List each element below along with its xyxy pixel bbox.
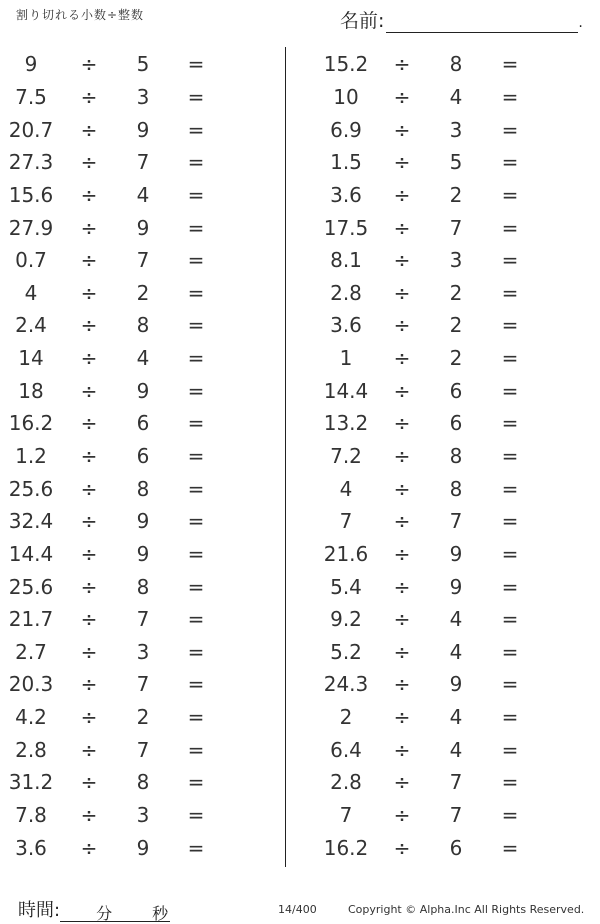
divisor: 8	[136, 476, 150, 501]
equals-sign: =	[187, 248, 205, 273]
divisor: 4	[449, 705, 463, 730]
seconds-label: 秒	[152, 904, 169, 923]
equals-sign: =	[187, 411, 205, 436]
problem-row	[0, 701, 290, 734]
dividend: 2.7	[15, 639, 47, 664]
problem-row	[305, 81, 595, 114]
divisor: 6	[449, 378, 463, 403]
dividend: 4	[24, 280, 38, 305]
dividend: 1.5	[330, 150, 362, 175]
equals-sign: =	[501, 803, 519, 828]
dividend: 24.3	[323, 672, 369, 697]
divisor: 2	[449, 280, 463, 305]
divide-sign: ÷	[393, 280, 411, 305]
problem-row	[0, 766, 290, 799]
problem-row	[305, 374, 595, 407]
equals-sign: =	[501, 52, 519, 77]
equals-sign: =	[187, 52, 205, 77]
equals-sign: =	[187, 444, 205, 468]
problem-row	[305, 309, 595, 342]
divisor: 8	[449, 52, 463, 77]
divide-sign: ÷	[393, 835, 411, 860]
name-field[interactable]	[340, 6, 583, 33]
divide-sign: ÷	[80, 150, 98, 175]
divisor: 8	[136, 313, 150, 338]
problem-row	[0, 309, 290, 342]
divide-sign: ÷	[80, 835, 98, 860]
divisor: 7	[136, 248, 150, 273]
equals-sign: =	[501, 835, 519, 860]
equals-sign: =	[187, 639, 205, 664]
dividend: 5.2	[330, 639, 362, 664]
problem-row	[305, 342, 595, 375]
problem-row	[0, 505, 290, 538]
problem-row	[305, 244, 595, 277]
problem-row	[305, 701, 595, 734]
equals-sign: =	[187, 476, 205, 501]
problems-left-column	[0, 48, 290, 864]
problem-row	[305, 668, 595, 701]
divisor: 5	[449, 150, 463, 175]
problem-row	[305, 48, 595, 81]
equals-sign: =	[187, 803, 205, 828]
equals-sign: =	[501, 313, 519, 338]
dividend: 15.6	[8, 182, 54, 207]
divide-sign: ÷	[80, 313, 98, 338]
equals-sign: =	[187, 672, 205, 697]
equals-sign: =	[187, 117, 205, 142]
problem-row	[305, 636, 595, 669]
problem-row	[0, 799, 290, 832]
divisor: 8	[449, 476, 463, 501]
divide-sign: ÷	[80, 541, 98, 566]
dividend: 14	[18, 346, 44, 371]
divide-sign: ÷	[393, 150, 411, 175]
divisor: 9	[136, 117, 150, 142]
dividend: 16.2	[8, 411, 54, 436]
divide-sign: ÷	[393, 639, 411, 664]
dividend: 9	[24, 52, 38, 77]
problem-row	[305, 799, 595, 832]
divisor: 4	[136, 346, 150, 371]
problem-row	[305, 407, 595, 440]
dividend: 4	[339, 476, 353, 501]
divisor: 7	[136, 150, 150, 175]
divisor: 7	[449, 770, 463, 795]
equals-sign: =	[187, 509, 205, 534]
problem-row	[0, 407, 290, 440]
divisor: 8	[136, 770, 150, 795]
problem-row	[305, 766, 595, 799]
dividend: 16.2	[323, 835, 369, 860]
dividend: 1	[339, 346, 353, 371]
divide-sign: ÷	[393, 248, 411, 273]
dividend: 3.6	[15, 835, 47, 860]
equals-sign: =	[187, 280, 205, 305]
equals-sign: =	[187, 182, 205, 207]
divide-sign: ÷	[80, 84, 98, 109]
equals-sign: =	[501, 541, 519, 566]
divide-sign: ÷	[80, 411, 98, 436]
equals-sign: =	[501, 476, 519, 501]
divide-sign: ÷	[80, 182, 98, 207]
problem-row	[305, 603, 595, 636]
copyright-text: Copyright © Alpha.Inc All Rights Reserved.	[348, 903, 585, 916]
divide-sign: ÷	[393, 803, 411, 828]
equals-sign: =	[501, 509, 519, 534]
equals-sign: =	[501, 705, 519, 730]
dividend: 32.4	[8, 509, 54, 534]
divide-sign: ÷	[393, 541, 411, 566]
problem-row	[0, 570, 290, 603]
divisor: 9	[449, 541, 463, 566]
problem-row	[305, 179, 595, 212]
divisor: 3	[136, 84, 150, 109]
worksheet-title: 割り切れる小数÷整数	[16, 8, 145, 22]
name-label: 名前:	[340, 10, 385, 32]
problem-row	[305, 146, 595, 179]
dividend: 9.2	[330, 607, 362, 632]
divide-sign: ÷	[80, 607, 98, 632]
problem-row	[305, 733, 595, 766]
divisor: 9	[136, 835, 150, 860]
minutes-label: 分	[96, 904, 113, 923]
divide-sign: ÷	[80, 280, 98, 305]
divisor: 7	[449, 215, 463, 240]
divisor: 4	[136, 182, 150, 207]
dividend: 13.2	[323, 411, 369, 436]
dividend: 7.5	[15, 84, 47, 109]
divisor: 9	[136, 378, 150, 403]
divide-sign: ÷	[80, 378, 98, 403]
name-blank-line[interactable]	[386, 14, 578, 33]
equals-sign: =	[187, 835, 205, 860]
equals-sign: =	[501, 280, 519, 305]
dividend: 21.6	[323, 541, 369, 566]
divisor: 8	[136, 574, 150, 599]
dividend: 2.8	[15, 737, 47, 762]
dividend: 2.8	[330, 280, 362, 305]
equals-sign: =	[187, 770, 205, 795]
divisor: 2	[449, 182, 463, 207]
divisor: 4	[449, 639, 463, 664]
divide-sign: ÷	[393, 705, 411, 730]
equals-sign: =	[501, 411, 519, 436]
divide-sign: ÷	[80, 574, 98, 599]
equals-sign: =	[501, 215, 519, 240]
divide-sign: ÷	[80, 509, 98, 534]
divisor: 6	[136, 444, 150, 468]
problem-row	[305, 472, 595, 505]
equals-sign: =	[501, 346, 519, 371]
divide-sign: ÷	[393, 444, 411, 468]
problem-row	[0, 472, 290, 505]
divisor: 3	[449, 117, 463, 142]
divisor: 3	[136, 803, 150, 828]
divide-sign: ÷	[393, 574, 411, 599]
equals-sign: =	[501, 150, 519, 175]
equals-sign: =	[187, 313, 205, 338]
divide-sign: ÷	[80, 52, 98, 77]
divide-sign: ÷	[393, 84, 411, 109]
divisor: 4	[449, 84, 463, 109]
equals-sign: =	[501, 770, 519, 795]
divide-sign: ÷	[80, 737, 98, 762]
problem-row	[305, 440, 595, 473]
name-end-dot: .	[578, 15, 583, 31]
problem-row	[305, 211, 595, 244]
equals-sign: =	[501, 182, 519, 207]
divide-sign: ÷	[393, 509, 411, 534]
problem-row	[0, 668, 290, 701]
problem-row	[0, 538, 290, 571]
equals-sign: =	[187, 378, 205, 403]
dividend: 18	[18, 378, 44, 403]
dividend: 31.2	[8, 770, 54, 795]
problem-row	[0, 342, 290, 375]
dividend: 6.4	[330, 737, 362, 762]
dividend: 3.6	[330, 313, 362, 338]
problem-row	[305, 538, 595, 571]
problem-row	[0, 244, 290, 277]
divisor: 4	[449, 737, 463, 762]
problem-row	[0, 48, 290, 81]
divide-sign: ÷	[80, 705, 98, 730]
divide-sign: ÷	[80, 346, 98, 371]
dividend: 2.4	[15, 313, 47, 338]
divisor: 2	[136, 280, 150, 305]
divisor: 7	[136, 607, 150, 632]
dividend: 20.7	[8, 117, 54, 142]
problem-row	[0, 733, 290, 766]
divisor: 7	[136, 672, 150, 697]
divisor: 7	[449, 509, 463, 534]
divide-sign: ÷	[393, 411, 411, 436]
divide-sign: ÷	[80, 639, 98, 664]
divisor: 7	[136, 737, 150, 762]
equals-sign: =	[187, 150, 205, 175]
problems-right-column	[305, 48, 595, 864]
problem-row	[305, 570, 595, 603]
divisor: 2	[136, 705, 150, 730]
divide-sign: ÷	[80, 444, 98, 468]
dividend: 20.3	[8, 672, 54, 697]
dividend: 1.2	[15, 444, 47, 468]
divisor: 2	[449, 313, 463, 338]
equals-sign: =	[501, 607, 519, 632]
dividend: 6.9	[330, 117, 362, 142]
problem-row	[0, 603, 290, 636]
divide-sign: ÷	[393, 737, 411, 762]
dividend: 3.6	[330, 182, 362, 207]
dividend: 14.4	[8, 541, 54, 566]
equals-sign: =	[187, 607, 205, 632]
equals-sign: =	[501, 639, 519, 664]
time-blank-line[interactable]	[60, 903, 170, 922]
divide-sign: ÷	[393, 117, 411, 142]
divisor: 9	[449, 672, 463, 697]
problem-row	[305, 831, 595, 864]
divisor: 3	[449, 248, 463, 273]
divide-sign: ÷	[80, 672, 98, 697]
dividend: 25.6	[8, 574, 54, 599]
divisor: 6	[449, 835, 463, 860]
dividend: 10	[333, 84, 359, 109]
divisor: 9	[136, 509, 150, 534]
dividend: 7	[339, 803, 353, 828]
problem-row	[0, 211, 290, 244]
problem-row	[0, 831, 290, 864]
equals-sign: =	[187, 574, 205, 599]
page-number: 14/400	[278, 903, 317, 916]
equals-sign: =	[501, 248, 519, 273]
dividend: 27.9	[8, 215, 54, 240]
problem-row	[0, 81, 290, 114]
divisor: 8	[449, 444, 463, 468]
equals-sign: =	[501, 737, 519, 762]
equals-sign: =	[187, 737, 205, 762]
equals-sign: =	[501, 672, 519, 697]
problem-row	[305, 505, 595, 538]
divisor: 9	[136, 215, 150, 240]
dividend: 17.5	[323, 215, 369, 240]
equals-sign: =	[501, 378, 519, 403]
divide-sign: ÷	[80, 117, 98, 142]
time-field[interactable]	[18, 896, 170, 922]
dividend: 4.2	[15, 705, 47, 730]
divide-sign: ÷	[393, 378, 411, 403]
divisor: 6	[449, 411, 463, 436]
problem-row	[0, 179, 290, 212]
divisor: 4	[449, 607, 463, 632]
divisor: 9	[449, 574, 463, 599]
equals-sign: =	[501, 117, 519, 142]
dividend: 25.6	[8, 476, 54, 501]
divide-sign: ÷	[80, 248, 98, 273]
divide-sign: ÷	[393, 770, 411, 795]
dividend: 15.2	[323, 52, 369, 77]
equals-sign: =	[187, 84, 205, 109]
problem-row	[0, 636, 290, 669]
divide-sign: ÷	[393, 476, 411, 501]
divide-sign: ÷	[393, 607, 411, 632]
dividend: 8.1	[330, 248, 362, 273]
problem-row	[0, 276, 290, 309]
equals-sign: =	[187, 705, 205, 730]
divide-sign: ÷	[393, 182, 411, 207]
time-label: 時間:	[18, 900, 61, 921]
problem-row	[305, 113, 595, 146]
dividend: 7	[339, 509, 353, 534]
divisor: 7	[449, 803, 463, 828]
divide-sign: ÷	[80, 215, 98, 240]
dividend: 27.3	[8, 150, 54, 175]
divide-sign: ÷	[393, 215, 411, 240]
divisor: 5	[136, 52, 150, 77]
dividend: 7.8	[15, 803, 47, 828]
equals-sign: =	[501, 84, 519, 109]
divide-sign: ÷	[80, 770, 98, 795]
problem-row	[0, 374, 290, 407]
divide-sign: ÷	[393, 52, 411, 77]
divide-sign: ÷	[80, 476, 98, 501]
equals-sign: =	[187, 215, 205, 240]
divisor: 2	[449, 346, 463, 371]
problem-row	[0, 113, 290, 146]
dividend: 2	[339, 705, 353, 730]
dividend: 2.8	[330, 770, 362, 795]
equals-sign: =	[187, 541, 205, 566]
problem-row	[0, 146, 290, 179]
equals-sign: =	[501, 574, 519, 599]
divide-sign: ÷	[393, 346, 411, 371]
divisor: 6	[136, 411, 150, 436]
divide-sign: ÷	[393, 313, 411, 338]
problem-row	[0, 440, 290, 473]
divide-sign: ÷	[80, 803, 98, 828]
dividend: 5.4	[330, 574, 362, 599]
problem-row	[305, 276, 595, 309]
dividend: 7.2	[330, 444, 362, 468]
equals-sign: =	[187, 346, 205, 371]
divisor: 9	[136, 541, 150, 566]
dividend: 0.7	[15, 248, 47, 273]
dividend: 21.7	[8, 607, 54, 632]
equals-sign: =	[501, 444, 519, 468]
divide-sign: ÷	[393, 672, 411, 697]
divisor: 3	[136, 639, 150, 664]
dividend: 14.4	[323, 378, 369, 403]
